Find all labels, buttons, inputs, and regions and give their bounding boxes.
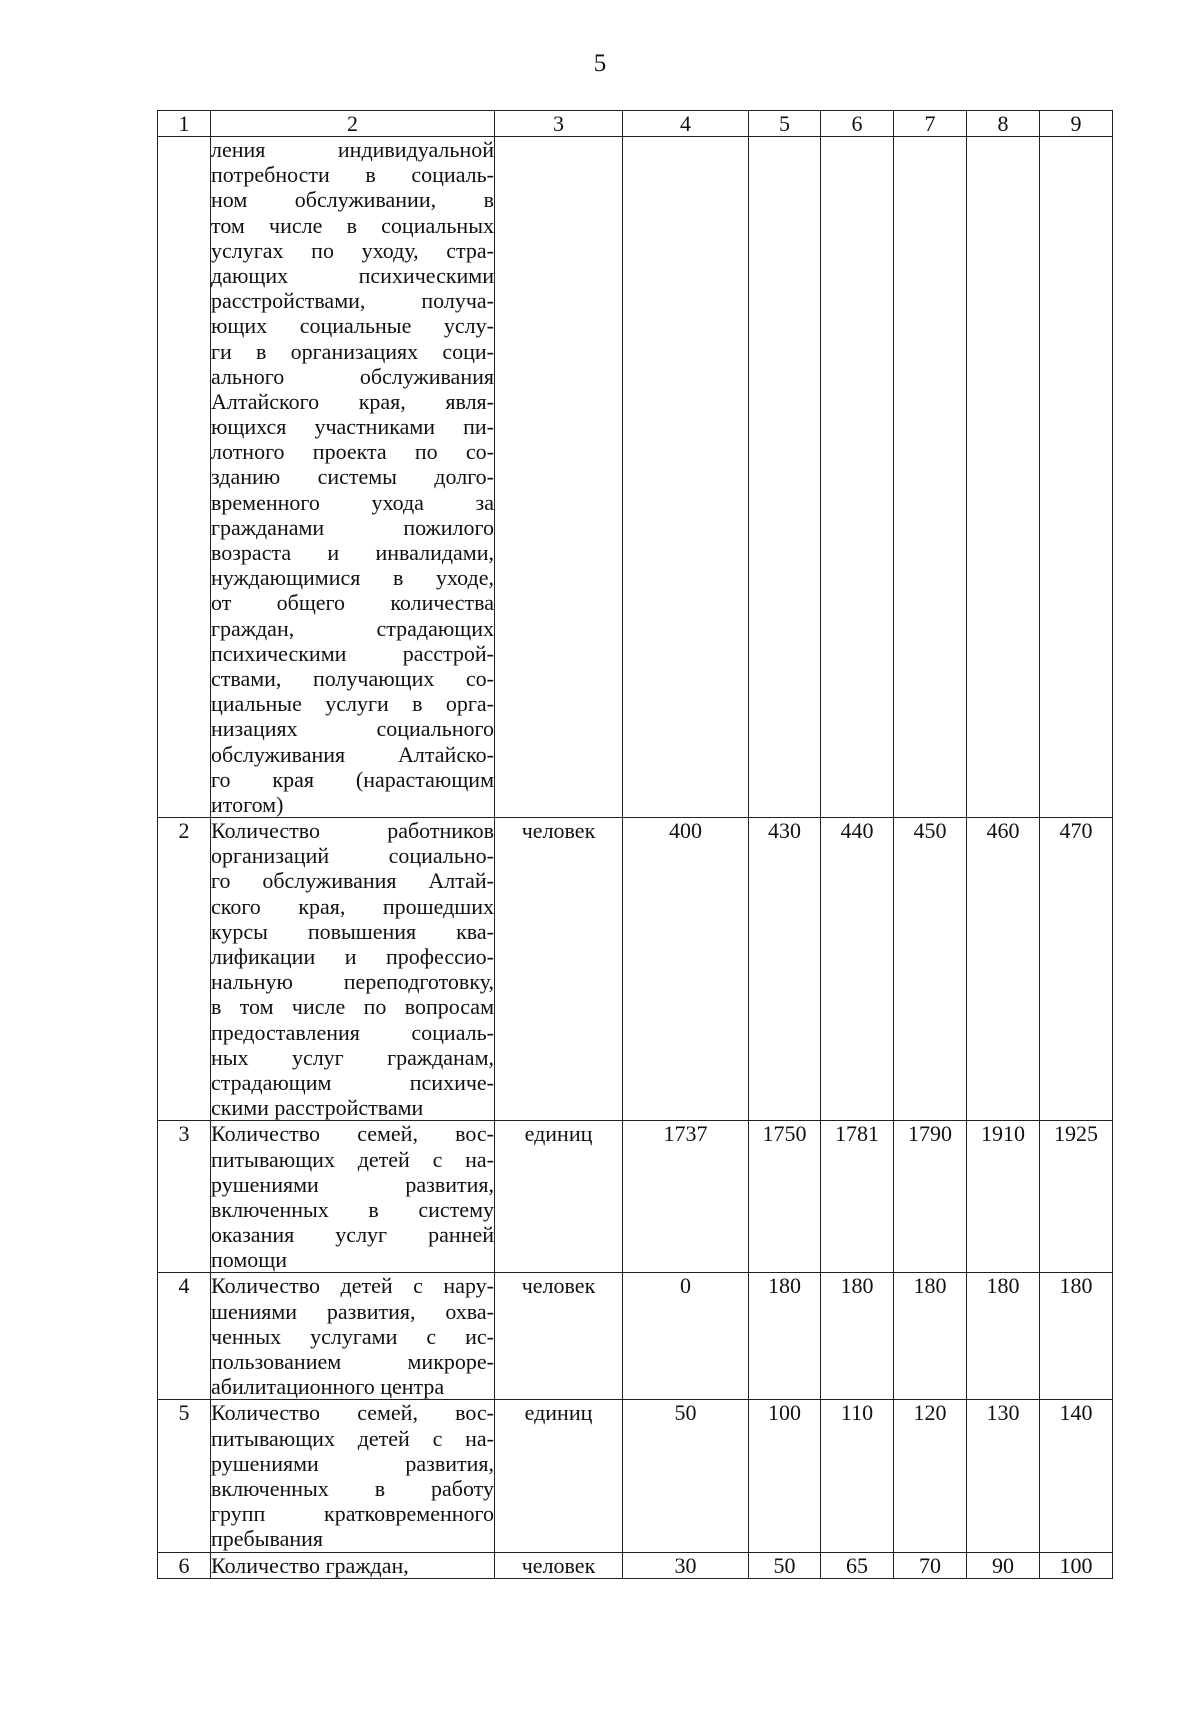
description-line: циальные услуги в орга-: [211, 691, 494, 717]
description-line: го обслуживания Алтай-: [211, 868, 494, 894]
description-line: шениями развития, охва-: [211, 1298, 494, 1324]
description-line: Количество работников: [211, 818, 494, 844]
description-line: оказания услуг ранней: [211, 1222, 494, 1248]
value-cell: [967, 137, 1040, 818]
description-line: психическими расстрой-: [211, 640, 494, 666]
value-cell: 1750: [749, 1121, 821, 1273]
value-cell: 450: [894, 818, 967, 1121]
indicator-description: [211, 1400, 495, 1552]
unit-cell: единиц: [495, 1121, 623, 1273]
value-cell: 470: [1040, 818, 1113, 1121]
description-line: ления индивидуальной: [211, 137, 494, 162]
description-line: расстройствами, получа-: [211, 288, 494, 314]
description-line: организаций социально-: [211, 843, 494, 869]
column-header: 8: [967, 111, 1040, 137]
description-line: питывающих детей с на-: [211, 1146, 494, 1172]
row-number: 5: [158, 1400, 211, 1552]
table-row: [158, 1121, 1113, 1273]
value-cell: 50: [623, 1400, 749, 1552]
value-cell: [1040, 137, 1113, 818]
description-line: том числе в социальных: [211, 212, 494, 238]
description-line: ского края, прошедших: [211, 893, 494, 919]
value-cell: 430: [749, 818, 821, 1121]
description-line: пользованием микроре-: [211, 1349, 494, 1374]
description-line: граждан, страдающих: [211, 615, 494, 641]
value-cell: 400: [623, 818, 749, 1121]
table-row: [158, 137, 1113, 818]
row-number: [158, 137, 211, 818]
description-line: низациях социального: [211, 716, 494, 742]
indicator-description: [211, 137, 495, 818]
value-cell: 50: [749, 1552, 821, 1578]
value-cell: 180: [1040, 1273, 1113, 1400]
description-line: возраста и инвалидами,: [211, 540, 494, 565]
row-number: 2: [158, 818, 211, 1121]
description-line: пребывания: [211, 1526, 324, 1552]
description-line: Количество граждан,: [211, 1552, 409, 1578]
description-line: го края (нарастающим: [211, 766, 494, 792]
value-cell: 100: [1040, 1552, 1113, 1578]
value-cell: [749, 137, 821, 818]
value-cell: 1781: [821, 1121, 894, 1273]
column-header: 6: [821, 111, 894, 137]
description-line: в том числе по вопросам: [211, 994, 494, 1020]
value-cell: 1737: [623, 1121, 749, 1273]
row-number: 3: [158, 1121, 211, 1273]
page-number: 5: [593, 50, 607, 77]
value-cell: 180: [749, 1273, 821, 1400]
value-cell: 30: [623, 1552, 749, 1578]
value-cell: 100: [749, 1400, 821, 1552]
description-line: от общего количества: [211, 590, 494, 616]
description-line: гражданами пожилого: [211, 514, 494, 540]
description-line: рушениями развития,: [211, 1171, 494, 1197]
description-line: ствами, получающих со-: [211, 665, 494, 691]
unit-cell: [495, 137, 623, 818]
description-line: Количество детей с нару-: [211, 1273, 494, 1299]
header-row: [158, 111, 1113, 137]
description-line: нуждающимися в уходе,: [211, 565, 494, 591]
column-header: 3: [495, 111, 623, 137]
indicator-description: [211, 818, 495, 1121]
description-line: групп кратковременного: [211, 1501, 494, 1527]
table-row: [158, 1273, 1113, 1400]
description-line: Алтайского края, явля-: [211, 388, 494, 414]
description-line: временного ухода за: [211, 489, 494, 515]
description-line: обслуживания Алтайско-: [211, 741, 494, 767]
description-line: курсы повышения ква-: [211, 918, 494, 944]
description-line: скими расстройствами: [211, 1095, 424, 1121]
unit-cell: человек: [495, 1552, 623, 1578]
description-line: Количество семей, вос-: [211, 1400, 494, 1426]
value-cell: 1925: [1040, 1121, 1113, 1273]
unit-cell: единиц: [495, 1400, 623, 1552]
value-cell: 130: [967, 1400, 1040, 1552]
value-cell: 1910: [967, 1121, 1040, 1273]
description-line: абилитационного центра: [211, 1374, 445, 1400]
description-line: помощи: [211, 1247, 287, 1273]
value-cell: [623, 137, 749, 818]
value-cell: 0: [623, 1273, 749, 1400]
indicators-table: [157, 110, 1113, 1579]
description-line: страдающим психиче-: [211, 1069, 494, 1095]
value-cell: 65: [821, 1552, 894, 1578]
description-line: включенных в систему: [211, 1196, 494, 1222]
value-cell: 110: [821, 1400, 894, 1552]
value-cell: 440: [821, 818, 894, 1121]
description-line: дающих психическими: [211, 262, 494, 288]
value-cell: 1790: [894, 1121, 967, 1273]
description-line: ющих социальные услу-: [211, 313, 494, 339]
table-body: [158, 111, 1113, 1579]
value-cell: 180: [967, 1273, 1040, 1400]
value-cell: 70: [894, 1552, 967, 1578]
column-header: 1: [158, 111, 211, 137]
indicator-description: [211, 1273, 495, 1400]
value-cell: 120: [894, 1400, 967, 1552]
value-cell: 140: [1040, 1400, 1113, 1552]
value-cell: [894, 137, 967, 818]
row-number: 6: [158, 1552, 211, 1578]
description-line: ального обслуживания: [211, 363, 494, 389]
table-row: [158, 1552, 1113, 1578]
description-line: ченных услугами с ис-: [211, 1323, 494, 1349]
value-cell: 90: [967, 1552, 1040, 1578]
unit-cell: человек: [495, 1273, 623, 1400]
indicator-description: [211, 1552, 495, 1578]
column-header: 9: [1040, 111, 1113, 137]
description-line: лотного проекта по со-: [211, 439, 494, 465]
description-line: ющихся участниками пи-: [211, 414, 494, 440]
description-line: итогом): [211, 791, 284, 817]
description-line: включенных в работу: [211, 1475, 494, 1501]
table-row: [158, 1400, 1113, 1552]
value-cell: 180: [894, 1273, 967, 1400]
description-line: Количество семей, вос-: [211, 1121, 494, 1147]
row-number: 4: [158, 1273, 211, 1400]
description-line: предоставления социаль-: [211, 1019, 494, 1045]
value-cell: 180: [821, 1273, 894, 1400]
unit-cell: человек: [495, 818, 623, 1121]
description-line: потребности в социаль-: [211, 162, 494, 188]
description-line: рушениями развития,: [211, 1450, 494, 1476]
description-line: ных услуг гражданам,: [211, 1044, 494, 1070]
description-line: лификации и профессио-: [211, 944, 494, 969]
description-line: зданию системы долго-: [211, 464, 494, 490]
description-line: питывающих детей с на-: [211, 1425, 494, 1451]
description-line: нальную переподготовку,: [211, 969, 494, 995]
indicator-description: [211, 1121, 495, 1273]
description-line: ном обслуживании, в: [211, 187, 494, 213]
column-header: 2: [211, 111, 495, 137]
value-cell: [821, 137, 894, 818]
description-line: услугах по уходу, стра-: [211, 237, 494, 263]
description-line: ги в организациях соци-: [211, 338, 494, 364]
table-row: [158, 818, 1113, 1121]
column-header: 5: [749, 111, 821, 137]
column-header: 4: [623, 111, 749, 137]
value-cell: 460: [967, 818, 1040, 1121]
column-header: 7: [894, 111, 967, 137]
